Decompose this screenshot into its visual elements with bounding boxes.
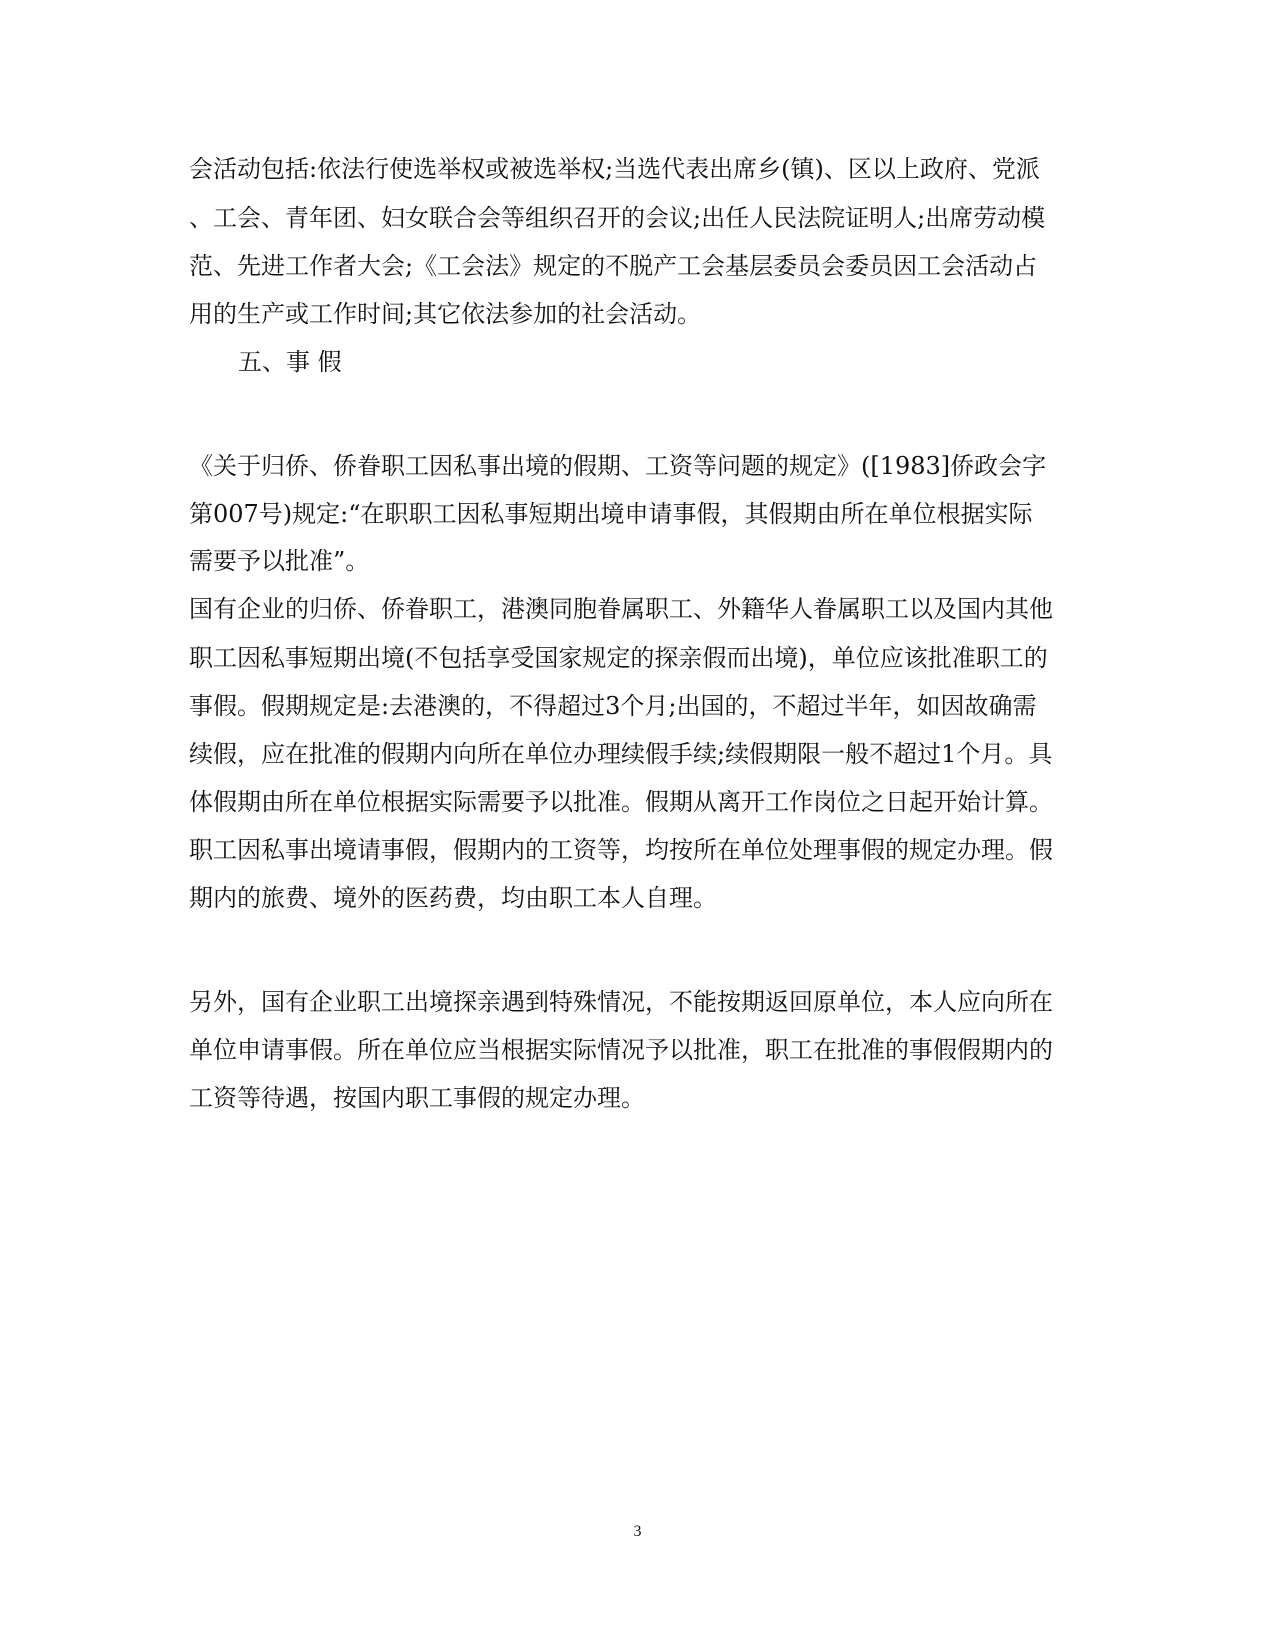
paragraph-line: 职工因私事出境请事假，假期内的工资等，均按所在单位处理事假的规定办理。假	[189, 836, 1053, 864]
paragraph-line: 《关于归侨、侨眷职工因私事出境的假期、工资等问题的规定》([1983]侨政会字	[189, 452, 1047, 480]
paragraph-line: 用的生产或工作时间;其它依法参加的社会活动。	[189, 300, 702, 328]
paragraph-line: 职工因私事短期出境(不包括享受国家规定的探亲假而出境)，单位应该批准职工的	[189, 644, 1048, 672]
page-number: 3	[633, 1523, 642, 1540]
paragraph-line: 体假期由所在单位根据实际需要予以批准。假期从离开工作岗位之日起开始计算。	[189, 788, 1053, 816]
paragraph-line: 另外，国有企业职工出境探亲遇到特殊情况，不能按期返回原单位，本人应向所在	[189, 988, 1053, 1016]
paragraph-line: 期内的旅费、境外的医药费，均由职工本人自理。	[189, 884, 717, 912]
paragraph-line: 、工会、青年团、妇女联合会等组织召开的会议;出任人民法院证明人;出席劳动模	[189, 204, 1046, 232]
paragraph-line: 范、先进工作者大会;《工会法》规定的不脱产工会基层委员会委员因工会活动占	[189, 252, 1038, 280]
paragraph-line: 事假。假期规定是:去港澳的，不得超过3个月;出国的，不超过半年，如因故确需	[189, 692, 1037, 720]
paragraph-line: 需要予以批准”。	[189, 547, 370, 575]
paragraph-line: 会活动包括:依法行使选举权或被选举权;当选代表出席乡(镇)、区以上政府、党派	[189, 155, 1040, 183]
section-heading: 五、事 假	[238, 348, 342, 376]
paragraph-line: 续假，应在批准的假期内向所在单位办理续假手续;续假期限一般不超过1个月。具	[189, 740, 1053, 768]
paragraph-line: 第007号)规定:“在职职工因私事短期出境申请事假，其假期由所在单位根据实际	[189, 500, 1033, 528]
paragraph-line: 国有企业的归侨、侨眷职工，港澳同胞眷属职工、外籍华人眷属职工以及国内其他	[189, 595, 1053, 623]
paragraph-line: 工资等待遇，按国内职工事假的规定办理。	[189, 1084, 645, 1112]
paragraph-line: 单位申请事假。所在单位应当根据实际情况予以批准，职工在批准的事假假期内的	[189, 1036, 1053, 1064]
